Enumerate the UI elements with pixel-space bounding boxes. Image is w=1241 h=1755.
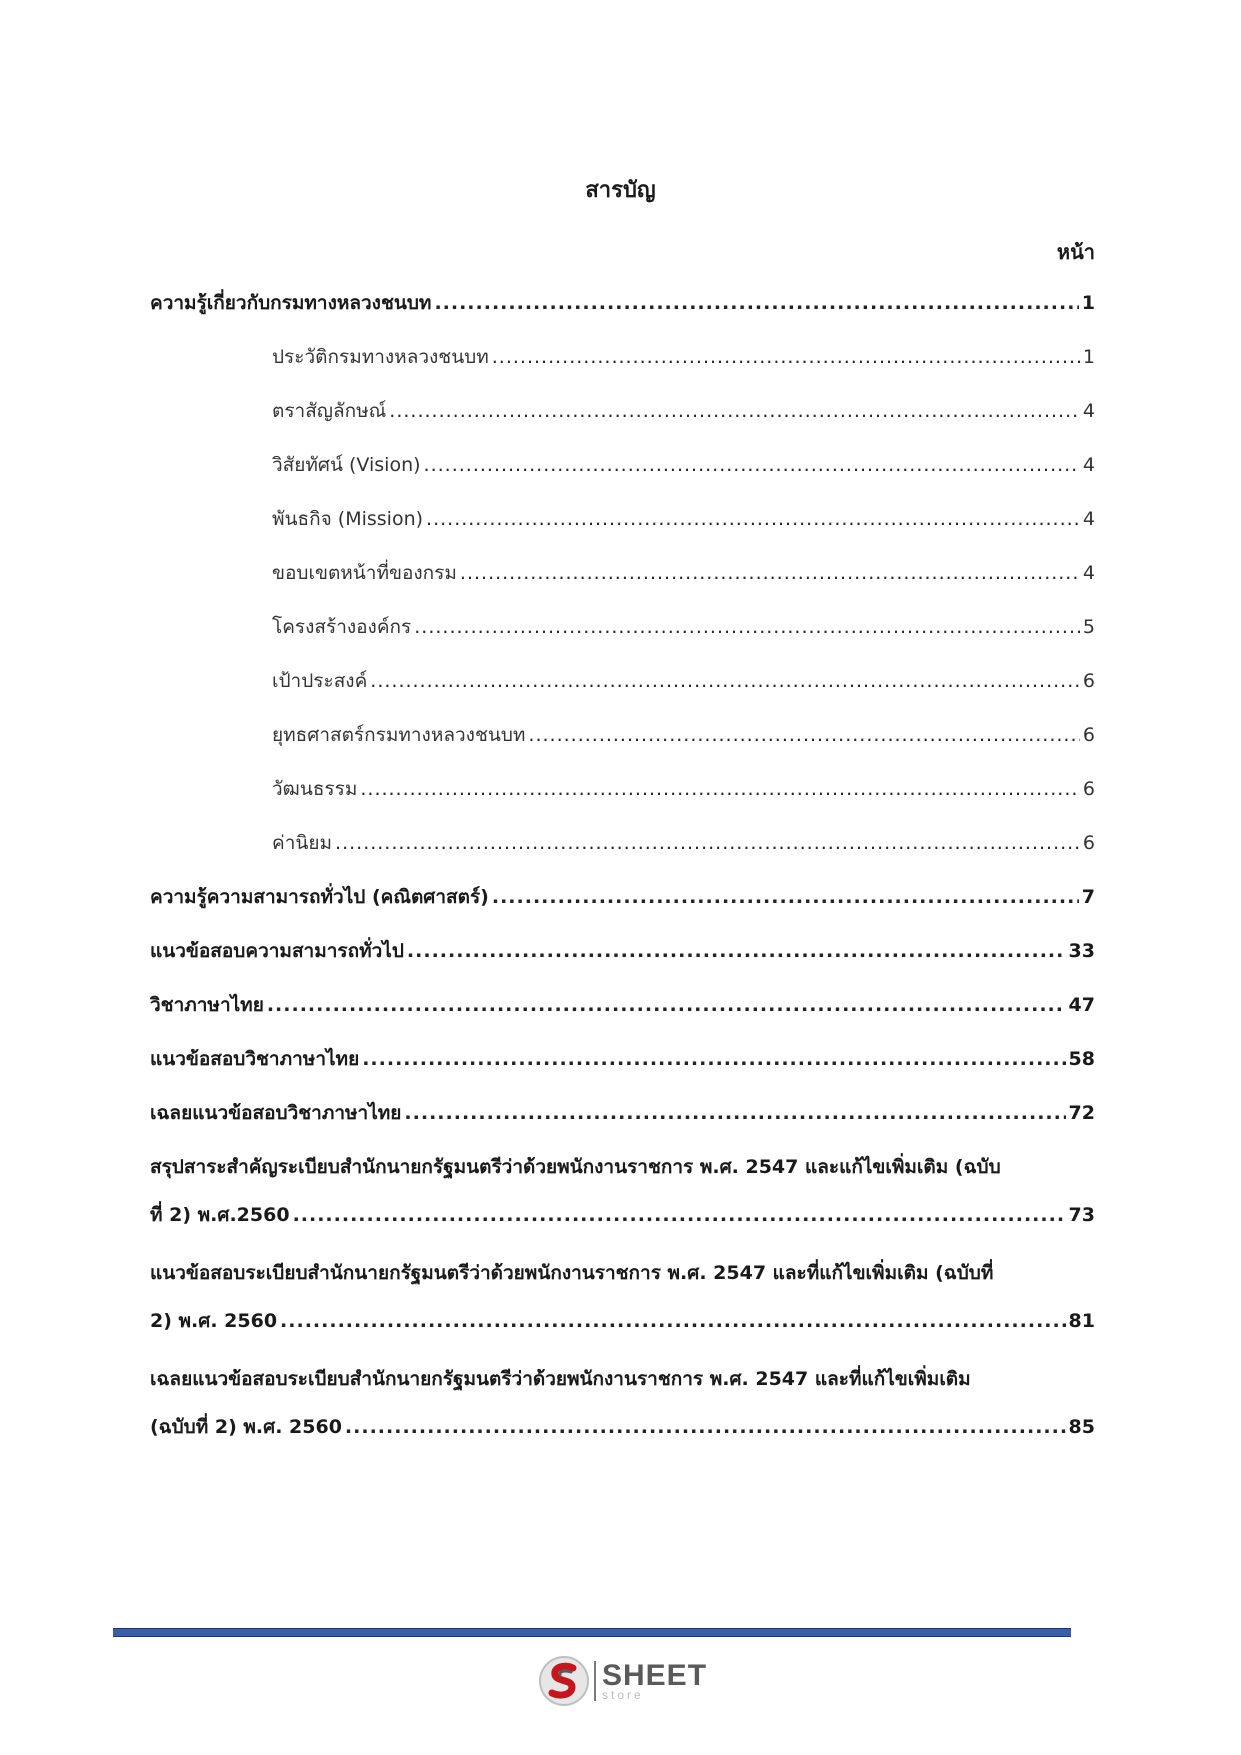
logo-separator (594, 1661, 596, 1701)
dot-leader (267, 990, 1066, 1020)
logo-subtitle: store (602, 1688, 644, 1702)
toc-entry-text: แนวข้อสอบระเบียบสำนักนายกรัฐมนตรีว่าด้วยพนักงานราชการ พ.ศ. 2547 และที่แก้ไขเพิ่มเติม (ฉบับที่ (150, 1262, 994, 1284)
toc-page-number: 72 (1068, 1102, 1095, 1124)
toc-page-number: 33 (1068, 940, 1095, 962)
toc-page-number: 1 (1081, 292, 1095, 314)
toc-entry-sub[interactable] (150, 342, 1095, 372)
toc-entry-text: ความรู้เกี่ยวกับกรมทางหลวงชนบท (150, 292, 432, 314)
toc-entry-text: ประวัติกรมทางหลวงชนบท (272, 346, 489, 368)
logo-name: SHEET (602, 1659, 708, 1692)
sheet-store-logo-icon (538, 1655, 590, 1707)
toc-entry-text: วิชาภาษาไทย (150, 994, 264, 1016)
toc-entry-main[interactable] (150, 288, 1095, 318)
toc-entry-text: แนวข้อสอบความสามารถทั่วไป (150, 940, 404, 962)
toc-entry-text: ค่านิยม (272, 832, 333, 854)
toc-page-number: 73 (1068, 1204, 1095, 1226)
dot-leader (434, 288, 1078, 318)
table-of-contents (150, 288, 1095, 1442)
toc-entry-main[interactable] (150, 990, 1095, 1020)
toc-entry-text: เป้าประสงค์ (272, 670, 368, 692)
toc-entry-text: เฉลยแนวข้อสอบระเบียบสำนักนายกรัฐมนตรีว่าด้วยพนักงานราชการ พ.ศ. 2547 และที่แก้ไขเพิ่มเติม (150, 1368, 971, 1390)
toc-entry-sub[interactable] (150, 504, 1095, 534)
dot-leader (460, 558, 1080, 588)
toc-entry-sub[interactable] (150, 774, 1095, 804)
toc-page-number: 4 (1082, 400, 1095, 422)
dot-leader (492, 342, 1080, 372)
toc-page-number: 4 (1082, 508, 1095, 530)
sheet-store-logo (538, 1655, 707, 1707)
dot-leader (414, 612, 1080, 642)
toc-page-number: 4 (1082, 454, 1095, 476)
dot-leader (335, 828, 1080, 858)
dot-leader (362, 1044, 1065, 1074)
toc-page-number: 6 (1082, 778, 1095, 800)
toc-entry-sub[interactable] (150, 828, 1095, 858)
toc-page-number: 4 (1082, 562, 1095, 584)
toc-entry-main[interactable] (150, 882, 1095, 912)
toc-entry-main[interactable] (150, 1258, 1095, 1336)
dot-leader (404, 1098, 1065, 1128)
toc-entry-main[interactable] (150, 936, 1095, 966)
toc-entry-text: ตราสัญลักษณ์ (272, 400, 387, 422)
dot-leader (424, 450, 1080, 480)
toc-entry-sub[interactable] (150, 450, 1095, 480)
dot-leader (370, 666, 1080, 696)
dot-leader (345, 1412, 1066, 1442)
toc-entry-main[interactable] (150, 1152, 1095, 1230)
toc-entry-text: ที่ 2) พ.ศ.2560 (150, 1204, 290, 1226)
toc-entry-text: ขอบเขตหน้าที่ของกรม (272, 562, 457, 584)
toc-title: สารบัญ (585, 178, 656, 203)
toc-entry-text: เฉลยแนวข้อสอบวิชาภาษาไทย (150, 1102, 402, 1124)
toc-entry-text: (ฉบับที่ 2) พ.ศ. 2560 (150, 1416, 342, 1438)
toc-page-number: 58 (1068, 1048, 1095, 1070)
dot-leader (407, 936, 1066, 966)
dot-leader (426, 504, 1080, 534)
toc-entry-main[interactable] (150, 1044, 1095, 1074)
footer-divider (113, 1628, 1071, 1637)
dot-leader (280, 1306, 1066, 1336)
toc-entry-sub[interactable] (150, 612, 1095, 642)
toc-entry-text: วิสัยทัศน์ (Vision) (272, 454, 421, 476)
toc-page-number: 6 (1082, 670, 1095, 692)
toc-entry-text: โครงสร้างองค์กร (272, 616, 412, 638)
logo-wordmark (602, 1661, 707, 1701)
toc-entry-text: ความรู้ความสามารถทั่วไป (คณิตศาสตร์) (150, 886, 489, 908)
toc-page-number: 7 (1081, 886, 1095, 908)
toc-page-number: 6 (1082, 832, 1095, 854)
toc-entry-text: 2) พ.ศ. 2560 (150, 1310, 278, 1332)
toc-page-number: 5 (1082, 616, 1095, 638)
dot-leader (293, 1200, 1066, 1230)
toc-page-number: 6 (1082, 724, 1095, 746)
toc-page-number: 47 (1068, 994, 1095, 1016)
toc-entry-text: ยุทธศาสตร์กรมทางหลวงชนบท (272, 724, 526, 746)
toc-entry-text: วัฒนธรรม (272, 778, 358, 800)
toc-entry-main[interactable] (150, 1098, 1095, 1128)
dot-leader (360, 774, 1080, 804)
dot-leader (492, 882, 1079, 912)
toc-entry-sub[interactable] (150, 666, 1095, 696)
toc-page-number: 81 (1068, 1310, 1095, 1332)
toc-entry-text: สรุปสาระสำคัญระเบียบสำนักนายกรัฐมนตรีว่าด้วยพนักงานราชการ พ.ศ. 2547 และแก้ไขเพิ่มเติม (ฉบับ (150, 1156, 1001, 1178)
dot-leader (389, 396, 1080, 426)
toc-page-number: 1 (1082, 346, 1095, 368)
toc-entry-main[interactable] (150, 1364, 1095, 1442)
toc-entry-text: พันธกิจ (Mission) (272, 508, 424, 530)
page-column-header: หน้า (1056, 240, 1095, 264)
toc-entry-sub[interactable] (150, 720, 1095, 750)
toc-entry-text: แนวข้อสอบวิชาภาษาไทย (150, 1048, 360, 1070)
toc-page-number: 85 (1068, 1416, 1095, 1438)
dot-leader (528, 720, 1079, 750)
toc-entry-sub[interactable] (150, 558, 1095, 588)
toc-entry-sub[interactable] (150, 396, 1095, 426)
